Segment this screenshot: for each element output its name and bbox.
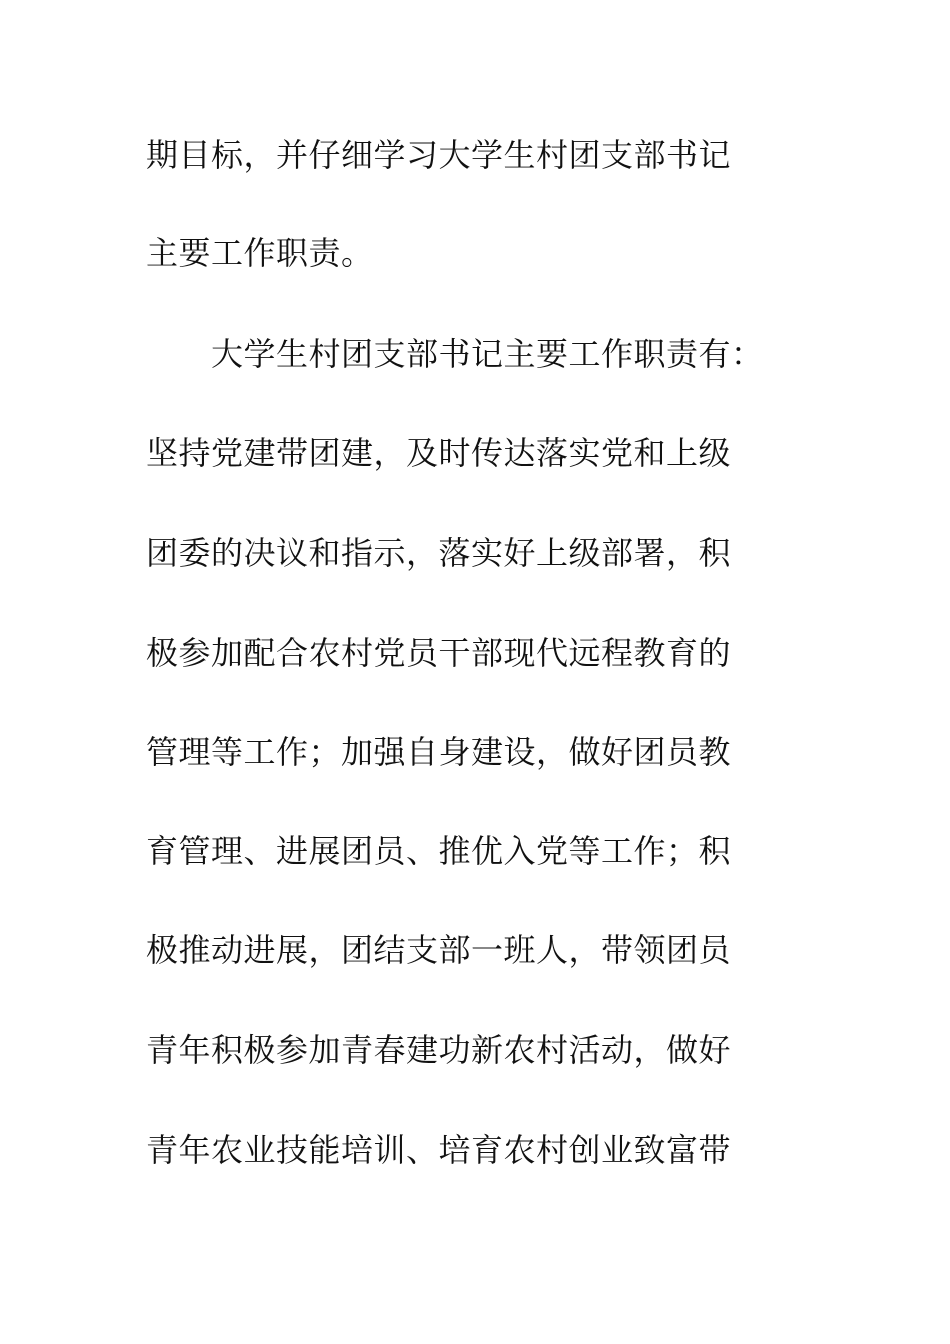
text-line: 团委的决议和指示，落实好上级部署，积 [146,534,732,572]
text-line: 期目标，并仔细学习大学生村团支部书记 [146,136,732,174]
text-line: 主要工作职责。 [146,234,374,272]
paragraph-start-line: 大学生村团支部书记主要工作职责有： [146,335,764,373]
text-line: 青年农业技能培训、培育农村创业致富带 [146,1131,732,1169]
text-line: 青年积极参加青春建功新农村活动，做好 [146,1031,732,1069]
text-line: 极推动进展，团结支部一班人，带领团员 [146,931,732,969]
text-line: 坚持党建带团建，及时传达落实党和上级 [146,434,732,472]
text-line: 管理等工作；加强自身建设，做好团员教 [146,733,732,771]
text-line: 育管理、进展团员、推优入党等工作；积 [146,832,732,870]
text-line: 极参加配合农村党员干部现代远程教育的 [146,634,732,672]
